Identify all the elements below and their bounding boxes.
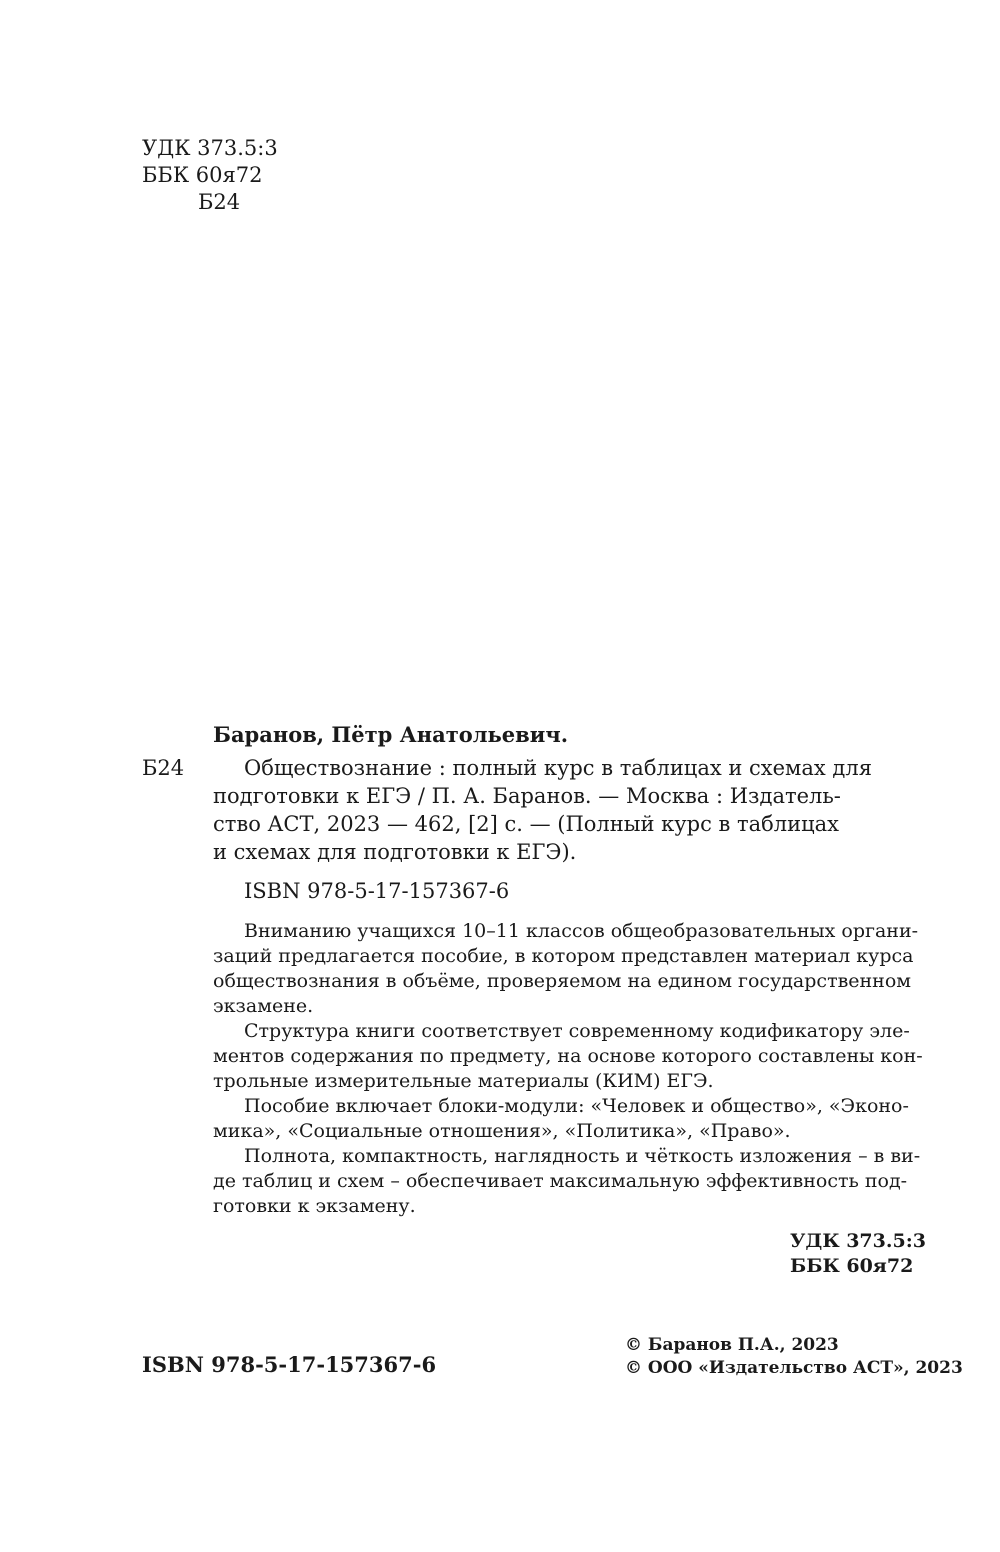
annotation-line: трольные измерительные материалы (КИМ) ЕГЭ. — [213, 1070, 714, 1092]
udk-top: УДК 373.5:3 — [142, 136, 278, 160]
bib-line: ство АСТ, 2023 — 462, [2] с. — (Полный курс в таблицах — [213, 812, 840, 836]
copyright-publisher: © ООО «Издательство АСТ», 2023 — [625, 1358, 963, 1378]
bib-line: и схемах для подготовки к ЕГЭ). — [213, 840, 577, 864]
bbk-bottom: ББК 60я72 — [790, 1255, 914, 1277]
isbn-footer: ISBN 978-5-17-157367-6 — [142, 1352, 437, 1377]
annotation-line: ментов содержания по предмету, на основе которого составлены кон- — [213, 1045, 923, 1067]
isbn-catalog: ISBN 978-5-17-157367-6 — [244, 879, 510, 903]
annotation-line: заций предлагается пособие, в котором представлен материал курса — [213, 945, 914, 967]
annotation-line: экзамене. — [213, 995, 314, 1017]
bib-line: Обществознание : полный курс в таблицах и схемах для — [244, 756, 872, 780]
annotation-line: Полнота, компактность, наглядность и чёткость изложения – в ви- — [244, 1145, 921, 1167]
annotation-line: Вниманию учащихся 10–11 классов общеобразовательных органи- — [244, 920, 919, 942]
copyright-author: © Баранов П.А., 2023 — [625, 1335, 839, 1355]
author-name: Баранов, Пётр Анатольевич. — [213, 722, 569, 747]
annotation-line: де таблиц и схем – обеспечивает максимальную эффективность под- — [213, 1170, 908, 1192]
author-mark-left: Б24 — [142, 756, 185, 780]
bib-line: подготовки к ЕГЭ / П. А. Баранов. — Москва : Издатель- — [213, 784, 841, 808]
bbk-top: ББК 60я72 — [142, 163, 263, 187]
annotation-line: обществознания в объёме, проверяемом на едином государственном — [213, 970, 912, 992]
author-mark-top: Б24 — [198, 190, 241, 214]
annotation-line: Пособие включает блоки-модули: «Человек и общество», «Эконо- — [244, 1095, 909, 1117]
udk-bottom: УДК 373.5:3 — [790, 1230, 926, 1252]
annotation-line: Структура книги соответствует современному кодификатору эле- — [244, 1020, 910, 1042]
annotation-line: готовки к экзамену. — [213, 1195, 416, 1217]
annotation-line: мика», «Социальные отношения», «Политика», «Право». — [213, 1120, 791, 1142]
